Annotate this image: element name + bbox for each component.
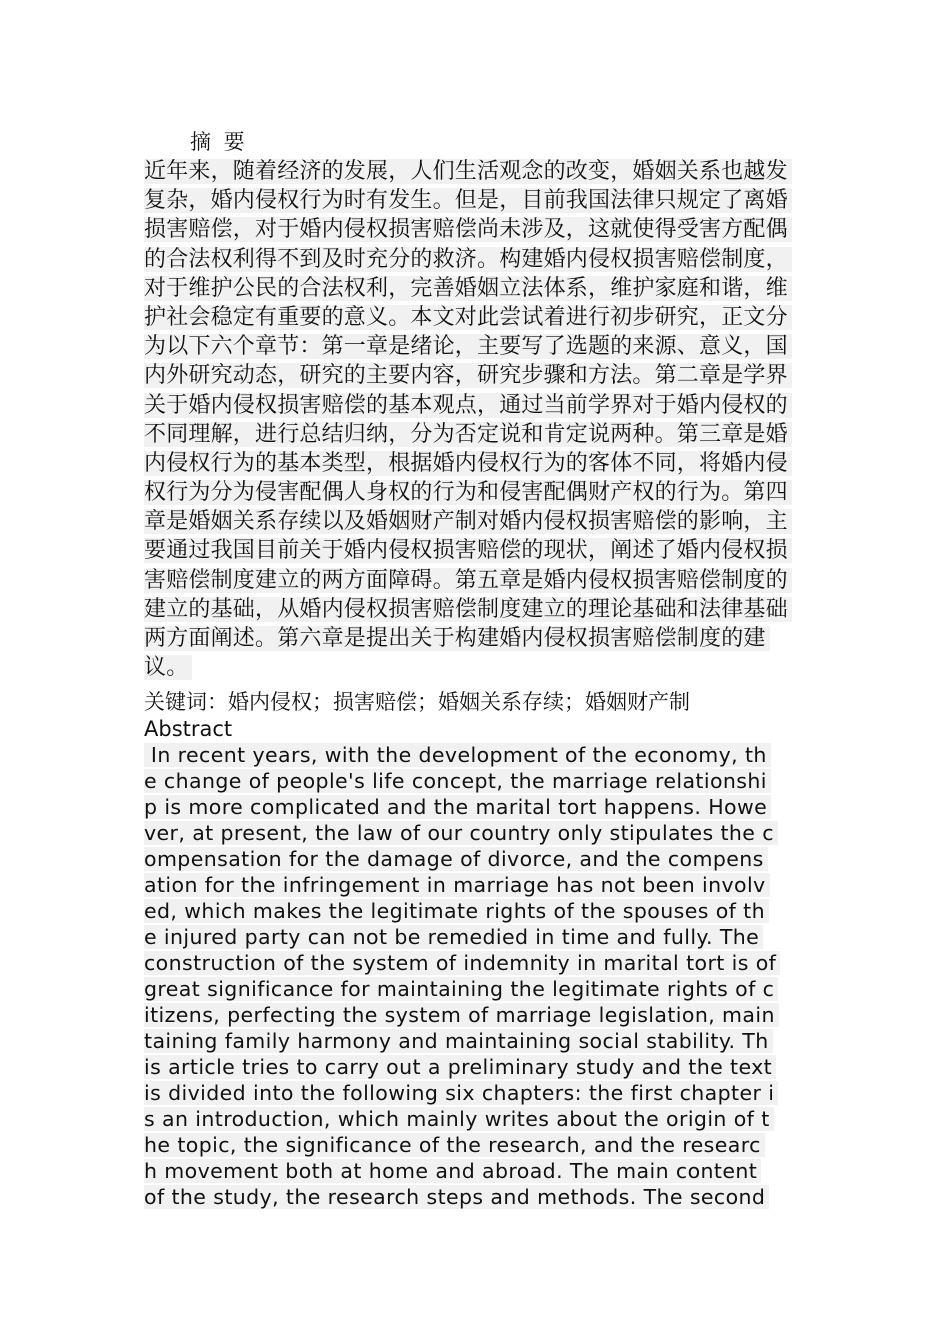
abstract-en-line: e injured party can not be remedied in time and fully. The xyxy=(144,924,824,950)
abstract-en-line: is article tries to carry out a preliminary study and the text xyxy=(144,1054,824,1080)
abstract-zh-line: 议。 xyxy=(144,653,824,682)
abstract-zh-line: 近年来，随着经济的发展，人们生活观念的改变，婚姻关系也越发 xyxy=(144,157,824,186)
abstract-zh-line: 害赔偿制度建立的两方面障碍。第五章是婚内侵权损害赔偿制度的 xyxy=(144,566,824,595)
abstract-zh-line: 为以下六个章节：第一章是绪论，主要写了选题的来源、意义，国 xyxy=(144,332,824,361)
abstract-en-line: great significance for maintaining the legitimate rights of c xyxy=(144,976,824,1002)
abstract-zh-line: 建立的基础，从婚内侵权损害赔偿制度建立的理论基础和法律基础 xyxy=(144,595,824,624)
abstract-zh-line: 复杂，婚内侵权行为时有发生。但是，目前我国法律只规定了离婚 xyxy=(144,186,824,215)
abstract-en-line: p is more complicated and the marital tort happens. Howe xyxy=(144,794,824,820)
abstract-en-line: ed, which makes the legitimate rights of the spouses of th xyxy=(144,898,824,924)
abstract-en-line: construction of the system of indemnity in marital tort is of xyxy=(144,950,824,976)
abstract-zh-line: 权行为分为侵害配偶人身权的行为和侵害配偶财产权的行为。第四 xyxy=(144,478,824,507)
abstract-en-line: In recent years, with the development of the economy, th xyxy=(144,742,824,768)
abstract-body-zh xyxy=(144,157,824,682)
abstract-zh-line: 关于婚内侵权损害赔偿的基本观点，通过当前学界对于婚内侵权的 xyxy=(144,391,824,420)
abstract-body-en xyxy=(144,742,824,1210)
abstract-en-line: itizens, perfecting the system of marriage legislation, main xyxy=(144,1002,824,1028)
abstract-en-line: of the study, the research steps and methods. The second xyxy=(144,1184,824,1210)
abstract-zh-line: 内侵权行为的基本类型，根据婚内侵权行为的客体不同，将婚内侵 xyxy=(144,449,824,478)
abstract-zh-line: 要通过我国目前关于婚内侵权损害赔偿的现状，阐述了婚内侵权损 xyxy=(144,536,824,565)
abstract-zh-line: 章是婚姻关系存续以及婚姻财产制对婚内侵权损害赔偿的影响，主 xyxy=(144,507,824,536)
abstract-en-line: s an introduction, which mainly writes about the origin of t xyxy=(144,1106,824,1132)
abstract-zh-line: 的合法权利得不到及时充分的救济。构建婚内侵权损害赔偿制度， xyxy=(144,245,824,274)
abstract-en-line: e change of people's life concept, the marriage relationshi xyxy=(144,768,824,794)
abstract-zh-line: 内外研究动态，研究的主要内容，研究步骤和方法。第二章是学界 xyxy=(144,361,824,390)
abstract-heading-zh: 摘 要 xyxy=(190,130,248,154)
abstract-zh-line: 对于维护公民的合法权利，完善婚姻立法体系，维护家庭和谐，维 xyxy=(144,274,824,303)
abstract-en-line: he topic, the significance of the research, and the researc xyxy=(144,1132,824,1158)
abstract-en-line: h movement both at home and abroad. The main content xyxy=(144,1158,824,1184)
abstract-en-line: ation for the infringement in marriage has not been involv xyxy=(144,872,824,898)
keywords-zh: 关键词：婚内侵权；损害赔偿；婚姻关系存续；婚姻财产制 xyxy=(144,690,690,714)
abstract-heading-en: Abstract xyxy=(144,717,233,741)
abstract-zh-line: 护社会稳定有重要的意义。本文对此尝试着进行初步研究，正文分 xyxy=(144,303,824,332)
abstract-en-line: ver, at present, the law of our country only stipulates the c xyxy=(144,820,824,846)
abstract-en-line: taining family harmony and maintaining social stability. Th xyxy=(144,1028,824,1054)
abstract-en-line: is divided into the following six chapters: the first chapter i xyxy=(144,1080,824,1106)
abstract-zh-line: 不同理解，进行总结归纳，分为否定说和肯定说两种。第三章是婚 xyxy=(144,420,824,449)
abstract-zh-line: 两方面阐述。第六章是提出关于构建婚内侵权损害赔偿制度的建 xyxy=(144,624,824,653)
abstract-zh-line: 损害赔偿，对于婚内侵权损害赔偿尚未涉及，这就使得受害方配偶 xyxy=(144,215,824,244)
abstract-en-line: ompensation for the damage of divorce, and the compens xyxy=(144,846,824,872)
